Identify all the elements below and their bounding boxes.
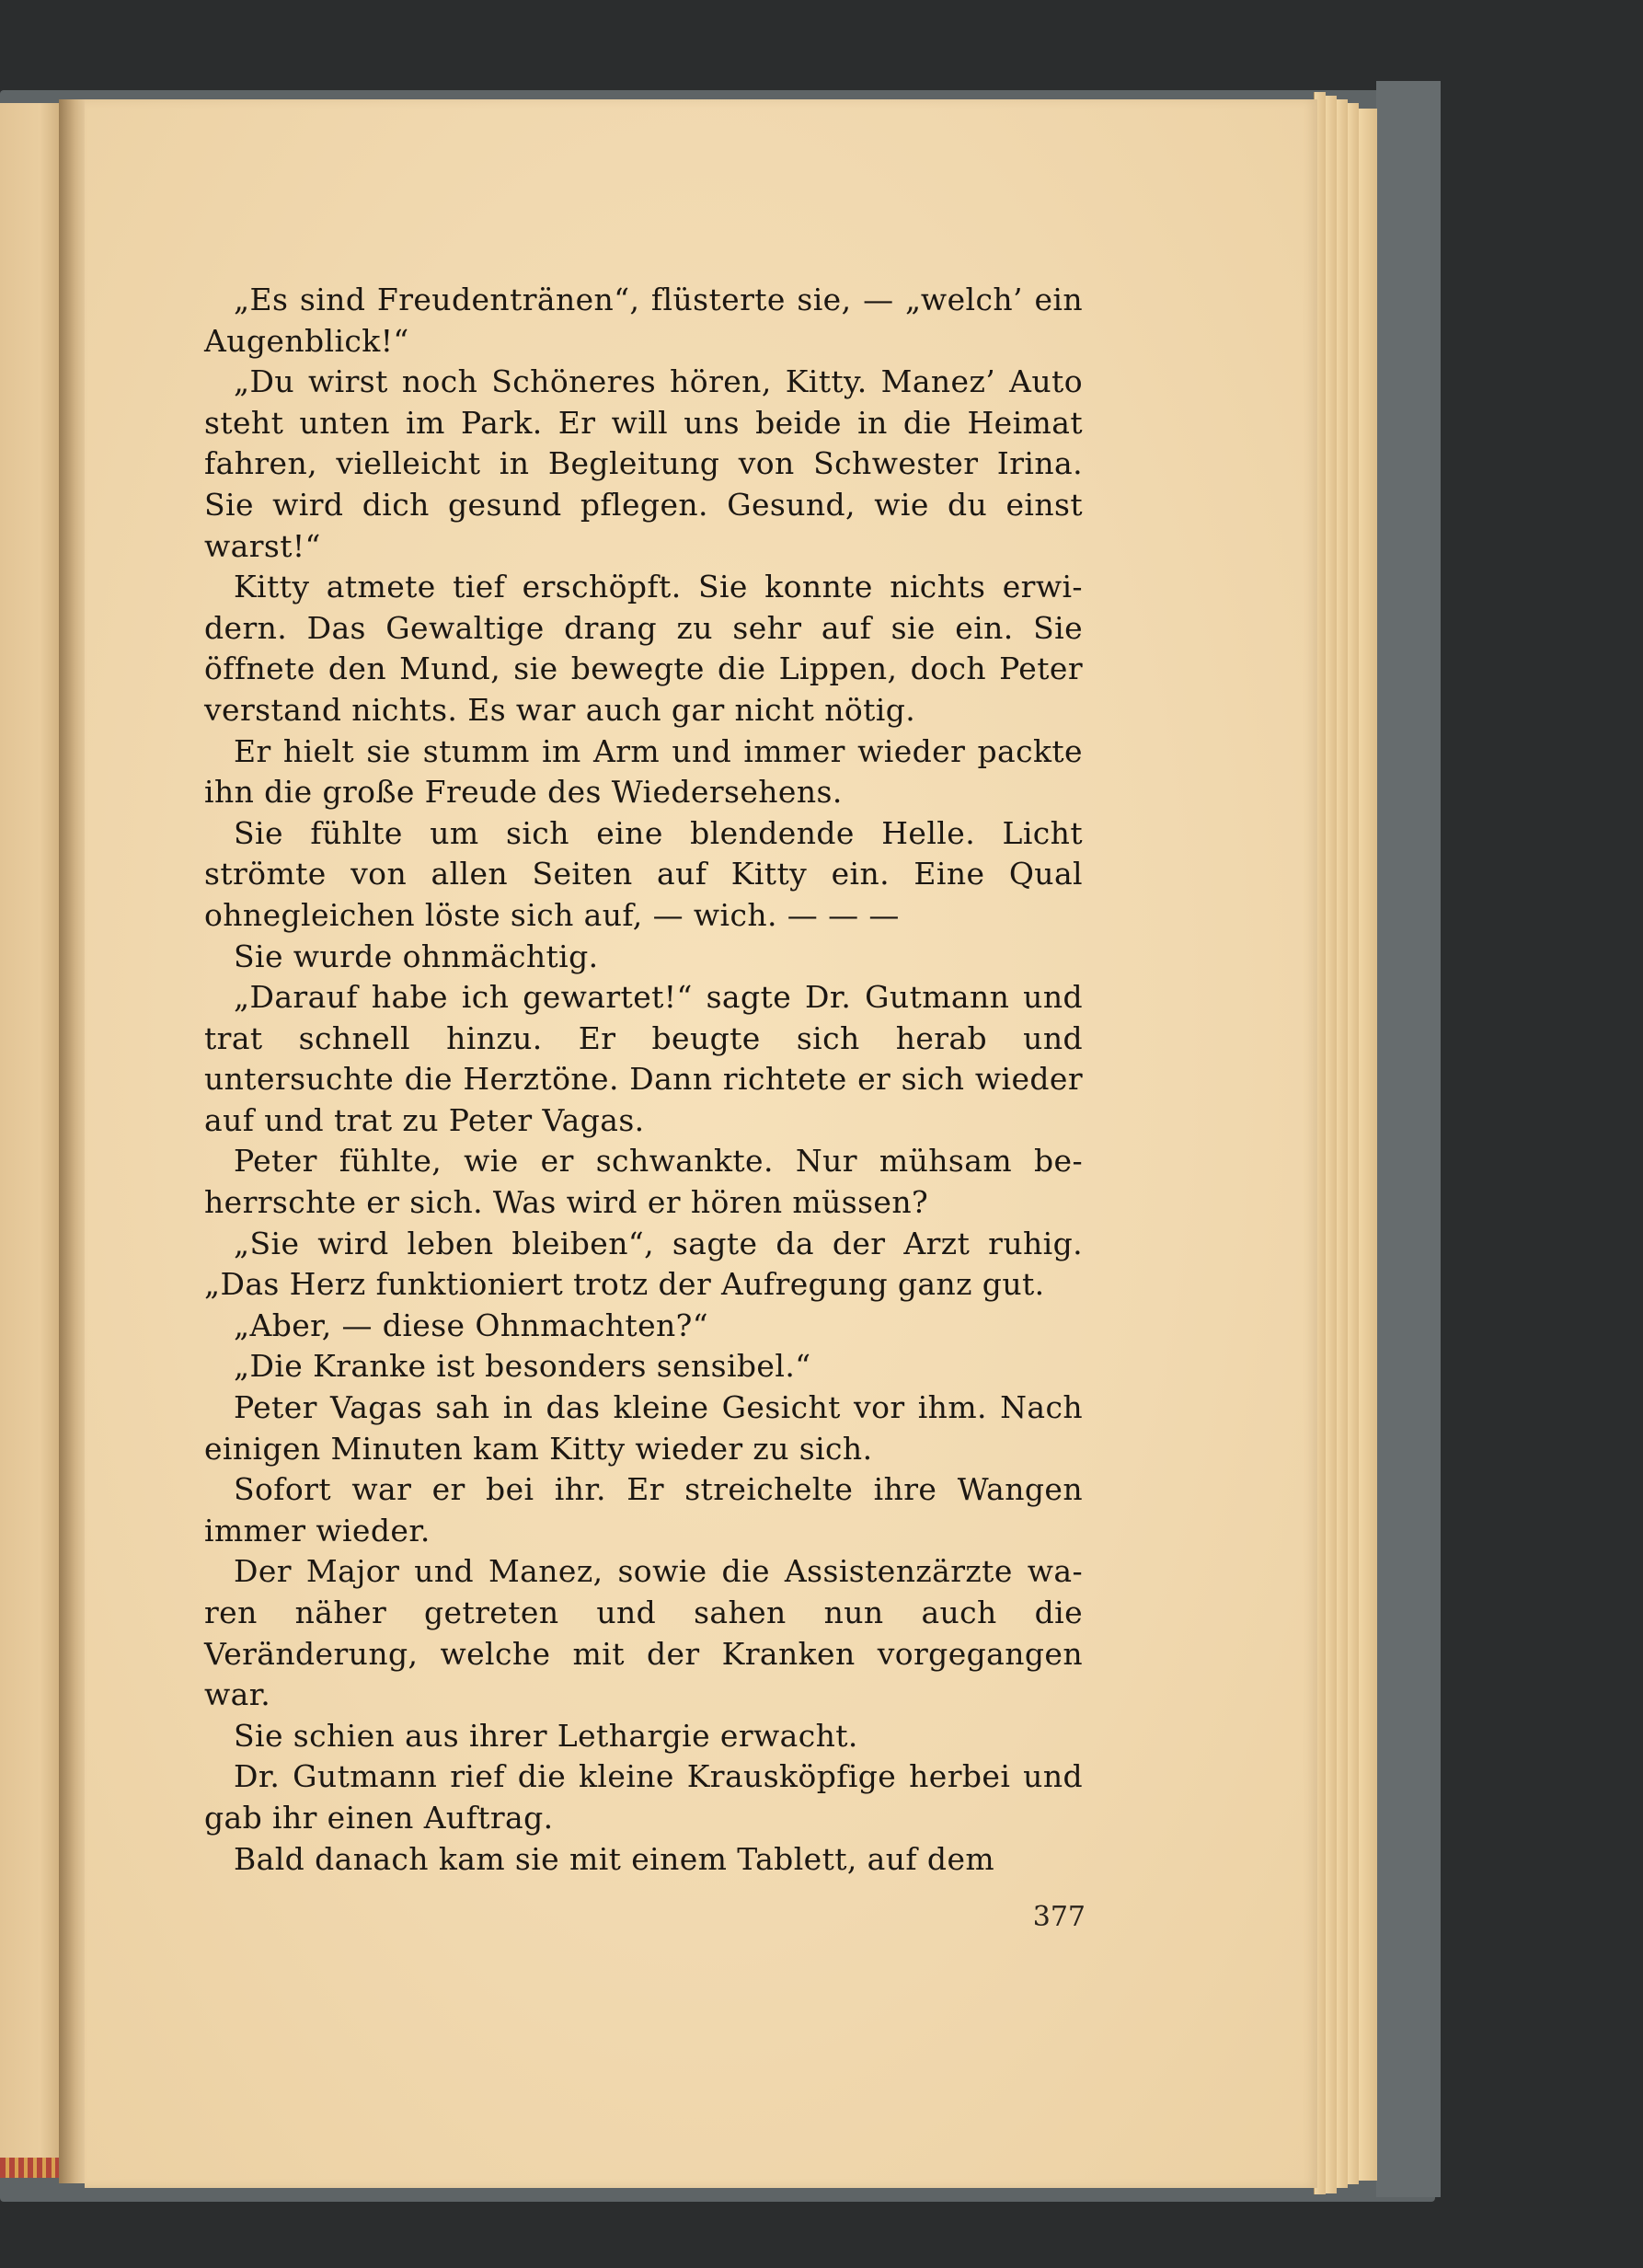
paragraph: Bald danach kam sie mit einem Tablett, auf dem [234, 1840, 995, 1877]
paragraph: Er hielt sie stumm im Arm und immer wieder packte ihn die große Freude des Wiedersehens. [204, 732, 1083, 811]
paragraph: Der Major und Manez, sowie die Assistenzärzte wa-ren näher getreten und sahen nun auch die Veränderung, welche mit der Kranken vorgegangen war. [204, 1553, 1083, 1713]
paragraph: Sie fühlte um sich eine blendende Helle. Licht strömte von allen Seiten auf Kitty ein. Eine Qual ohnegleichen löste sich auf, — wich. — — — [204, 814, 1083, 933]
paragraph: Dr. Gutmann rief die kleine Krausköpfige herbei und gab ihr einen Auftrag. [204, 1758, 1083, 1836]
page-number: 377 [1032, 1901, 1086, 1933]
paragraph: Peter fühlte, wie er schwankte. Nur mühsam be-herrschte er sich. Was wird er hören müssen? [204, 1143, 1083, 1221]
body-text [204, 280, 1083, 1880]
paragraph: „Aber, — diese Ohnmachten?“ [234, 1307, 709, 1343]
book-cover-right-board [1376, 81, 1441, 2197]
page-stack-edge [1358, 109, 1377, 2181]
page-stack-edge [1347, 103, 1359, 2184]
paragraph: „Es sind Freudentränen“, flüsterte sie, — „welch’ ein Augenblick!“ [204, 282, 1083, 359]
paragraph: Sie schien aus ihrer Lethargie erwacht. [234, 1717, 858, 1754]
paragraph: Kitty atmete tief erschöpft. Sie konnte nichts erwi-dern. Das Gewaltige drang zu sehr auf sie ein. Sie öffnete den Mund, sie bewegte die Lippen, doch Peter verstand nichts. Es war auch gar nicht nötig. [204, 569, 1083, 728]
page-stack-edge [1336, 99, 1348, 2188]
paragraph: „Die Kranke ist besonders sensibel.“ [234, 1348, 811, 1385]
page-stack-edge [1325, 96, 1337, 2193]
left-page-sliver [0, 103, 66, 2178]
paragraph: Peter Vagas sah in das kleine Gesicht vor ihm. Nach einigen Minuten kam Kitty wieder zu sich. [204, 1389, 1083, 1467]
paragraph: „Du wirst noch Schöneres hören, Kitty. Manez’ Auto steht unten im Park. Er will uns beide in die Heimat fahren, vielleicht in Begleitung von Schwester Irina. Sie wird dich gesund pflegen. Gesund, wie du einst warst!“ [204, 363, 1083, 564]
paragraph: Sofort war er bei ihr. Er streichelte ihre Wangen immer wieder. [204, 1471, 1083, 1548]
paragraph: Sie wurde ohnmächtig. [234, 938, 599, 974]
paragraph: „Darauf habe ich gewartet!“ sagte Dr. Gutmann und trat schnell hinzu. Er beugte sich herab und untersuchte die Herztöne. Dann richtete er sich wieder auf und trat zu Peter Vagas. [204, 979, 1083, 1138]
paragraph: „Sie wird leben bleiben“, sagte da der Arzt ruhig. „Das Herz funktioniert trotz der Aufregung ganz gut. [204, 1225, 1083, 1303]
